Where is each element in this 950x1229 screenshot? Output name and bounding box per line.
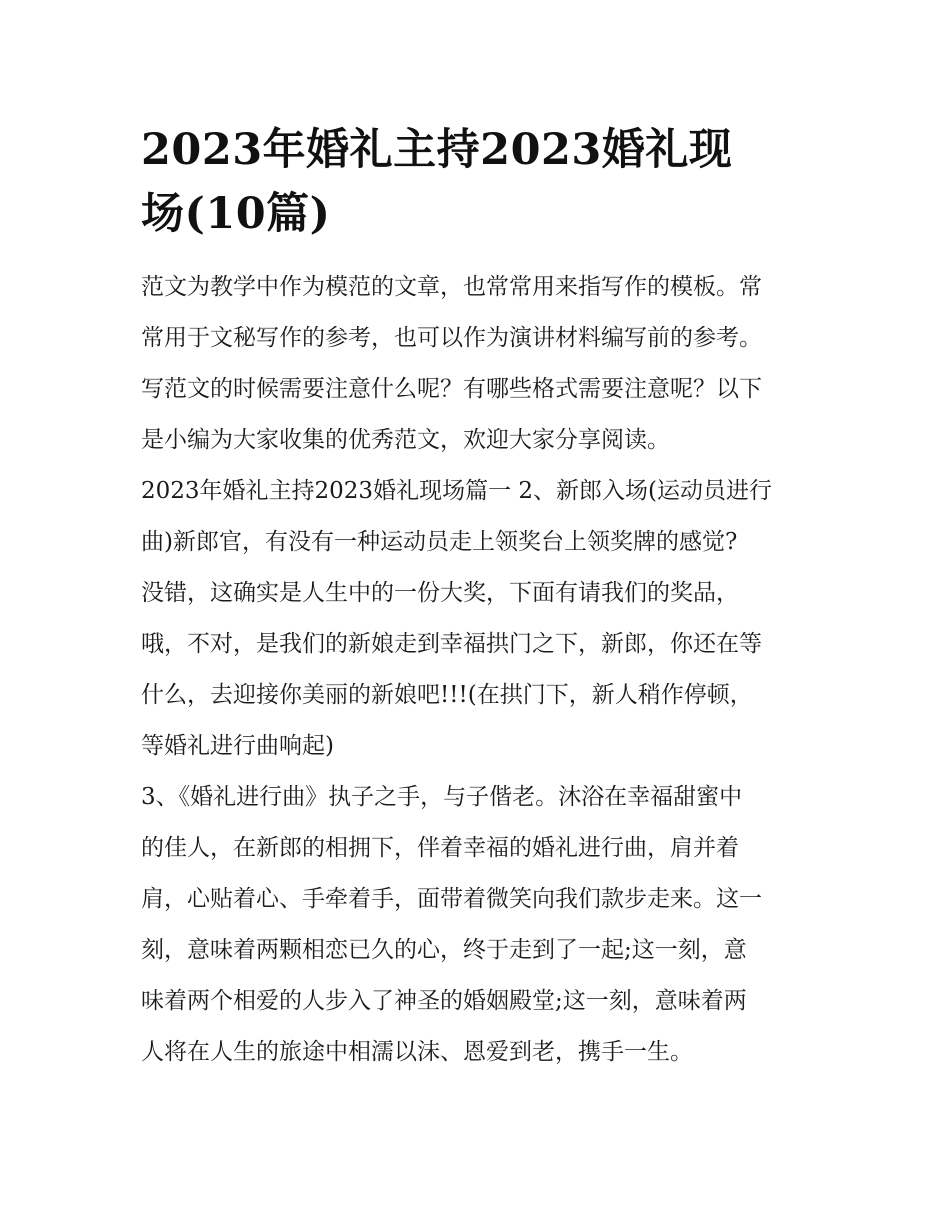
- text-line: 人将在人生的旅途中相濡以沫、恩爱到老，携手一生。: [141, 1039, 693, 1065]
- text-line: 写范文的时候需要注意什么呢？有哪些格式需要注意呢？以下: [141, 376, 762, 402]
- text-line: 味着两个相爱的人步入了神圣的婚姻殿堂;这一刻，意味着两: [141, 988, 747, 1014]
- text-line: 什么，去迎接你美丽的新娘吧!!!(在拱门下，新人稍作停顿，: [141, 682, 753, 708]
- text-line: 等婚礼进行曲响起): [141, 733, 334, 759]
- title-line: 2023年婚礼主持2023婚礼现: [141, 125, 733, 175]
- text-line: 3、《婚礼进行曲》执子之手，与子偕老。沐浴在幸福甜蜜中: [141, 784, 743, 810]
- text-line: 是小编为大家收集的优秀范文，欢迎大家分享阅读。: [141, 427, 670, 453]
- text-line: 的佳人，在新郎的相拥下，伴着幸福的婚礼进行曲，肩并着: [141, 835, 739, 861]
- title-line: 场(10篇): [141, 189, 331, 239]
- body-paragraph-2: [141, 772, 813, 1078]
- body-paragraph-1: [141, 466, 813, 772]
- text-line: 肩，心贴着心、手牵着手，面带着微笑向我们款步走来。这一: [141, 886, 762, 912]
- text-line: 范文为教学中作为模范的文章，也常常用来指写作的模板。常: [141, 274, 762, 300]
- text-line: 没错，这确实是人生中的一份大奖，下面有请我们的奖品，: [141, 580, 739, 606]
- text-line: 2023年婚礼主持2023婚礼现场篇一 2、新郎入场(运动员进行: [141, 478, 772, 504]
- document-title: [141, 118, 813, 246]
- text-line: 哦，不对，是我们的新娘走到幸福拱门之下，新郎，你还在等: [141, 631, 762, 657]
- document-content: [141, 118, 813, 1078]
- text-line: 刻，意味着两颗相恋已久的心，终于走到了一起;这一刻，意: [141, 937, 747, 963]
- intro-paragraph: [141, 262, 813, 466]
- text-line: 常用于文秘写作的参考，也可以作为演讲材料编写前的参考。: [141, 325, 762, 351]
- text-line: 曲)新郎官，有没有一种运动员走上领奖台上领奖牌的感觉?: [141, 529, 738, 555]
